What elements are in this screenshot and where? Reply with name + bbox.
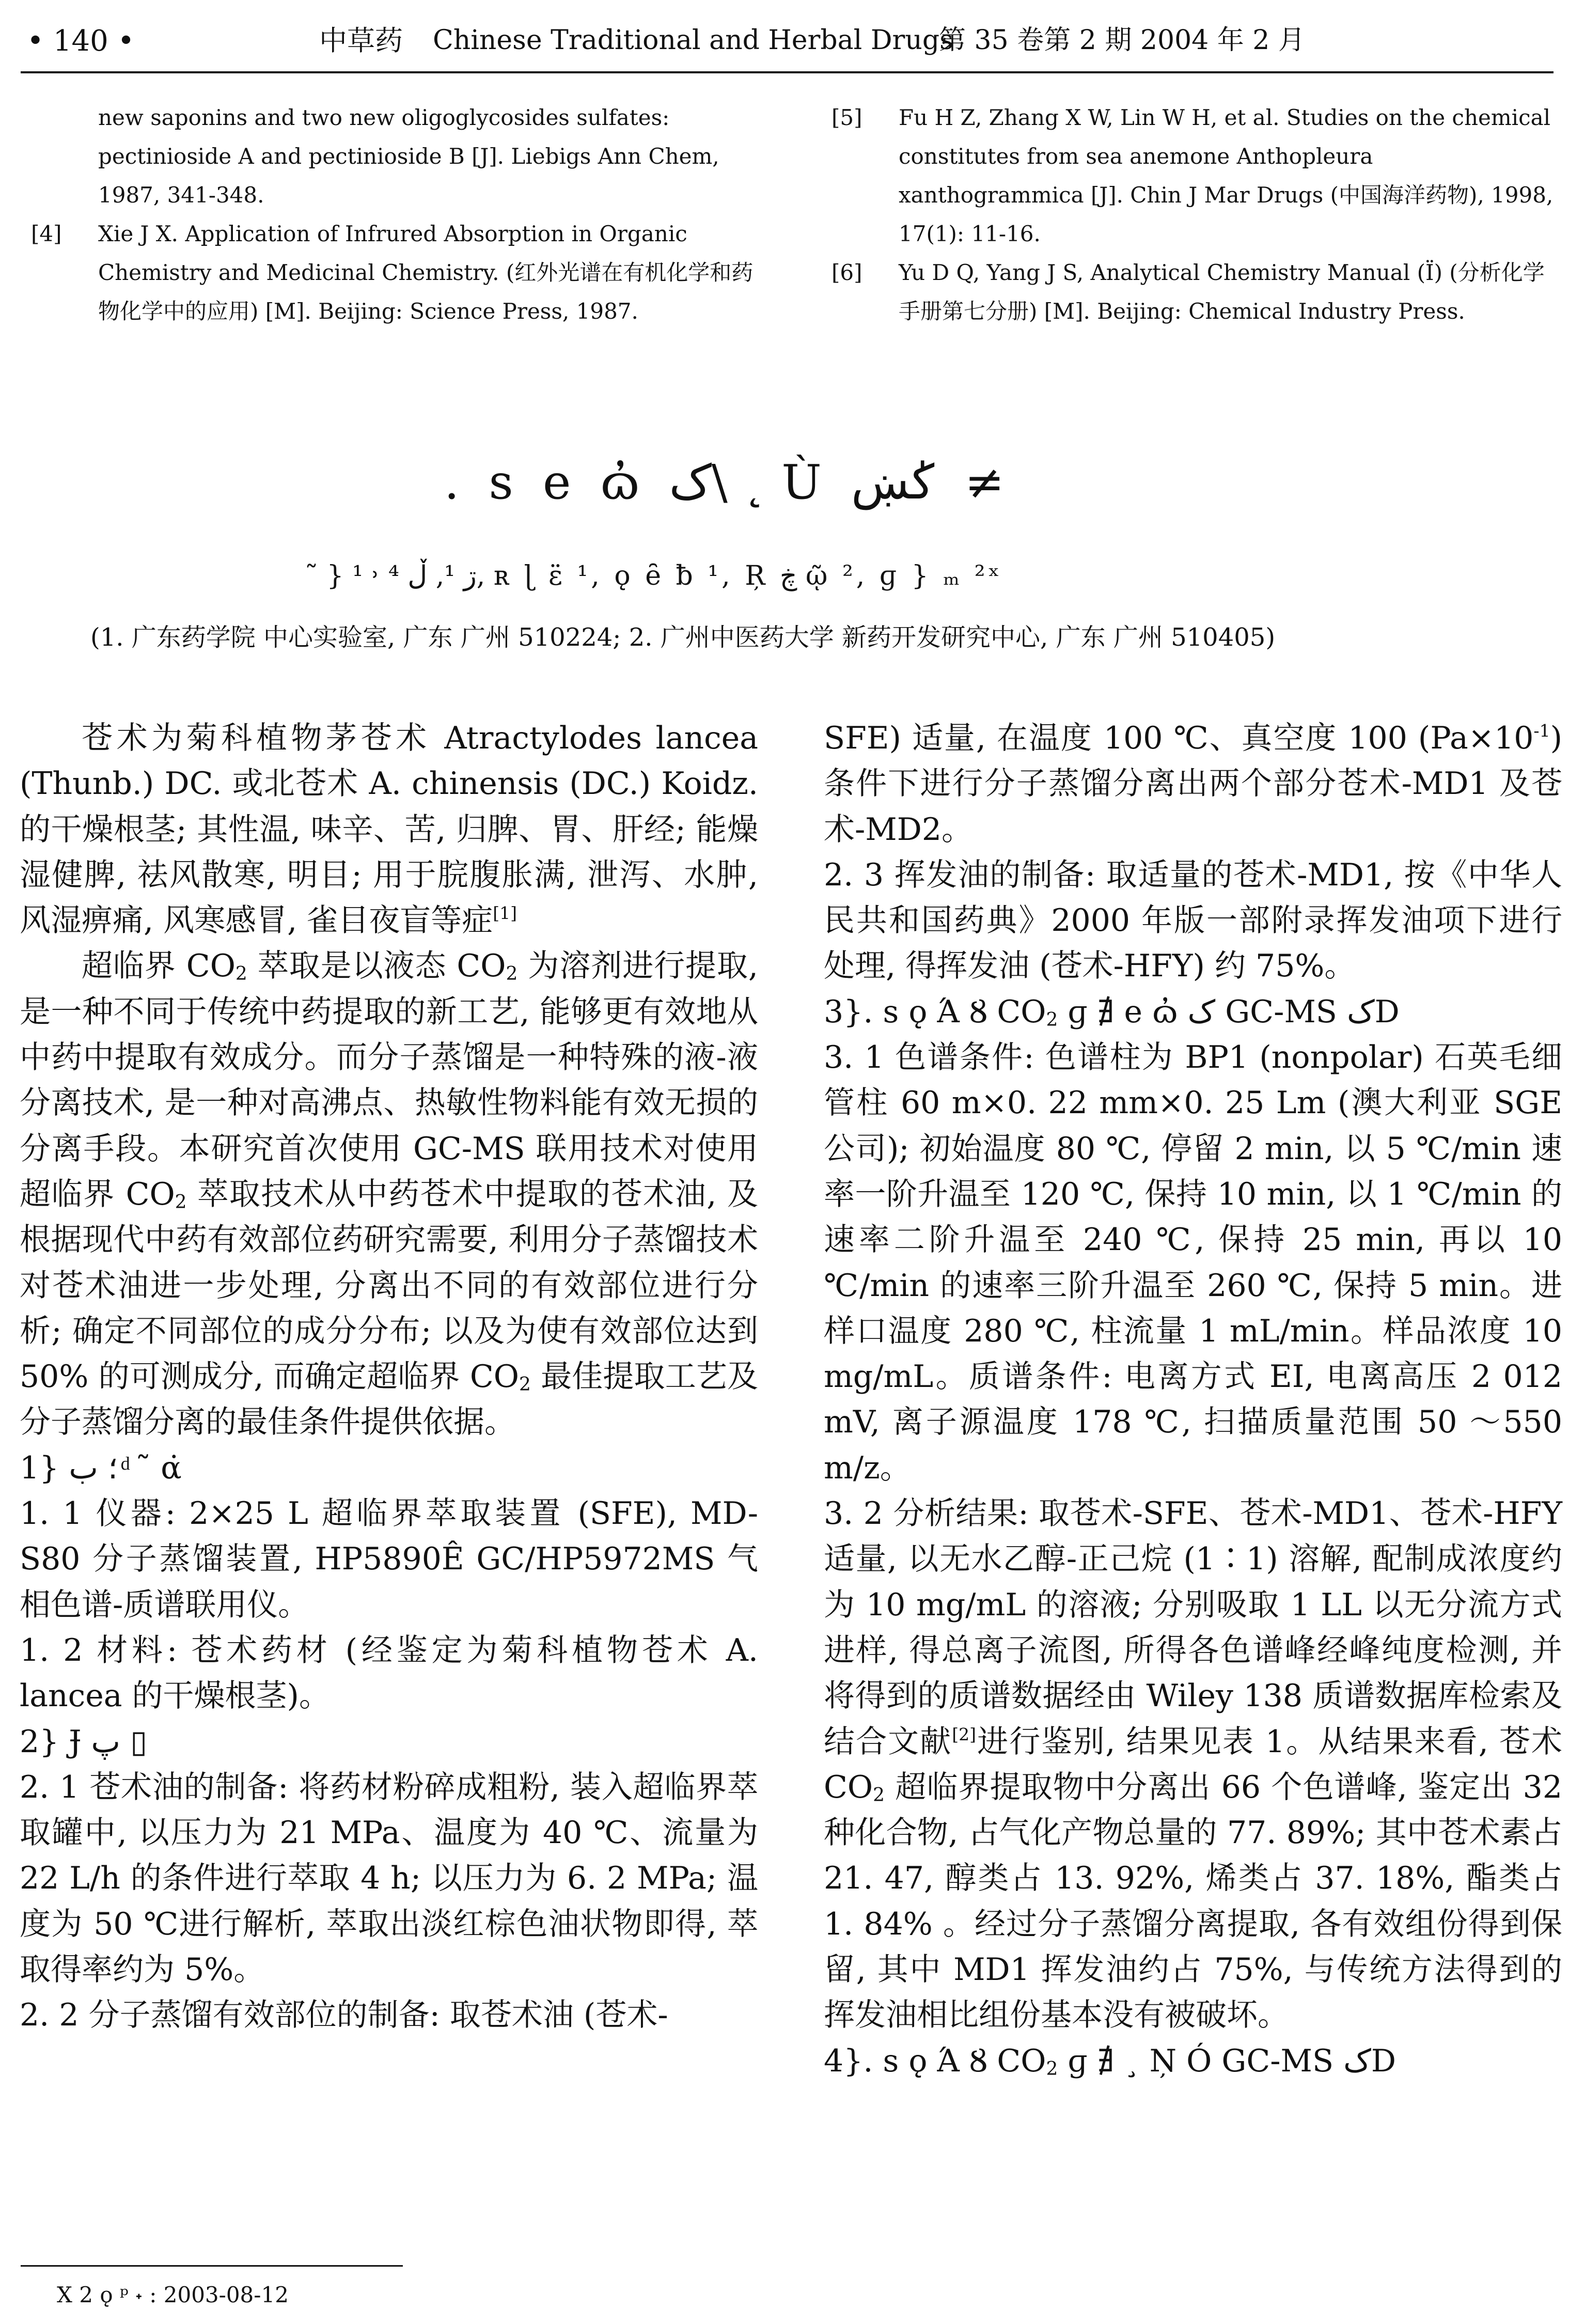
- footnote-rule: [21, 2265, 403, 2267]
- section-3-1: 3. 1 色谱条件: 色谱柱为 BP1 (nonpolar) 石英毛细管柱 60 m×0. 22 mm×0. 25 Lm (澳大利亚 SGE 公司); 初始温度 80 ℃, 停留 2 min, 以 5 ℃/min 速率一阶升温至 120 ℃, 保持 10 min, 以 1 ℃/min 的速率二阶升温至 240 ℃, 保持 25 min, 再以 10 ℃/min 的速率三阶升温至 260 ℃, 保持 5 min。进样口温度 280 ℃, 柱流量 1 mL/min。样品浓度 10 mg/mL。质谱条件: 电离方式 EI, 电离高压 2 012 mV, 离子源温度 178 ℃, 扫描质量范围 50 ～550 m/z。: [824, 1039, 1562, 1486]
- reference-4: [31, 214, 762, 331]
- affiliation: (1. 广东药学院 中心实验室, 广东 广州 510224; 2. 广州中医药大学 新药开发研究中心, 广东 广州 510405): [90, 623, 1276, 652]
- article-title: . s e ɷ̓ ک\ ˛ Ù کښ ̍ ≠: [444, 455, 1005, 510]
- citation: [1]: [493, 903, 517, 924]
- received-date-footnote: X 2 ǫ ᵖ ˖ : 2003-08-12: [57, 2282, 289, 2307]
- journal-name-cn: 中草药: [319, 24, 403, 57]
- section-3-2: 3. 2 分析结果: 取苍术-SFE、苍术-MD1、苍术-HFY 适量, 以无水乙醇-正己烷 (1∶1) 溶解, 配制成浓度约为 10 mg/mL 的溶液; 分别吸取 1 LL 以无分流方式进样, 得总离子流图, 所得各色谱峰经峰纯度检测, 并将得到的质谱数据经由 Wiley 138 质谱数据库检索及结合文献[2]进行鉴别, 结果见表 1。从结果来看, 苍术 $CO_2$ 超临界提取物中分离出 66 个色谱峰, 鉴定出 32 种化合物, 占气化产物总量的 77. 89%; 其中苍术素占 21. 47, 醇类占 13. 92%, 烯类占 37. 18%, 酯类占 1. 84% 。经过分子蒸馏分离提取, 各有效组份得到保留, 其中 MD1 挥发油约占 75%, 与传统方法得到的挥发油相比组份基本没有被破坏。: [824, 1495, 1563, 2034]
- reference-5: [831, 98, 1565, 253]
- reference-text: Yu D Q, Yang J S, Analytical Chemistry Manual (Ï) (分析化学手册第七分册) [M]. Beijing: Chemical Industry Press.: [899, 260, 1545, 324]
- reference-text: Fu H Z, Zhang X W, Lin W H, et al. Studies on the chemical constitutes from sea anemone Anthopleura xanthogrammica [J]. Chin J Mar Drugs (中国海洋药物), 1998, 17(1): 11-16.: [899, 105, 1554, 246]
- reference-number: [6]: [831, 260, 862, 285]
- section-2-2: 2. 2 分子蒸馏有效部位的制备: 取苍术油 (苍术-: [20, 1997, 668, 2034]
- section-2-1: 2. 1 苍术油的制备: 将药材粉碎成粗粉, 装入超临界萃取罐中, 以压力为 21 MPa、温度为 40 ℃、流量为 22 L/h 的条件进行萃取 4 h; 以压力为 6. 2 MPa; 温度为 50 ℃进行解析, 萃取出淡红棕色油状物即得, 萃取得率约为 5%。: [20, 1769, 758, 1988]
- section-2-3: 2. 3 挥发油的制备: 取适量的苍术-MD1, 按《中华人民共和国药典》2000 年版一部附录挥发油项下进行处理, 得挥发油 (苍术-HFY) 约 75%。: [824, 856, 1562, 985]
- author-list: ˜ } ڗ ¹, ڵ ⁴ ˒ ¹, ʀ ɭ ɛ̈ ¹, ǫ ȇ ƀ ¹, Ŗ ڿ ῷ ², ɡ } ₘ ²ˣ: [305, 560, 1003, 591]
- section-3-heading: 3}. s ǫ Ά Ȣ $CO_2$ ɡ ∄ e ɷ̓ ک GC-MS کD: [824, 993, 1400, 1031]
- issue-info: 第 35 卷第 2 期 2004 年 2 月: [939, 25, 1305, 56]
- section-2-2-continued: SFE) 适量, 在温度 100 ℃、真空度 100 $(Pa\times 10^{-1})$ 条件下进行分子蒸馏分离出两个部分苍术-MD1 及苍术-MD2。: [824, 720, 1562, 848]
- references-left: [31, 98, 762, 331]
- intro-paragraph-2: 超临界 $CO_2$ 萃取是以液态 $CO_2$ 为溶剂进行提取, 是一种不同于传统中药提取的新工艺, 能够更有效地从中药中提取有效成分。而分子蒸馏是一种特殊的液-液分离技术, 是一种对高沸点、热敏性物料能有效无损的分离手段。本研究首次使用 GC-MS 联用技术对使用超临界 $CO_2$ 萃取技术从中药苍术中提取的苍术油, 及根据现代中药有效部位药研究需要, 利用分子蒸馏技术对苍术油进一步处理, 分离出不同的有效部位进行分析; 确定不同部位的成分分布; 以及为使有效部位达到 50% 的可测成分, 而确定超临界 $CO_2$ 最佳提取工艺及分子蒸馏分离的最佳条件提供依据。: [20, 948, 759, 1441]
- intro-paragraph-1: 苍术为菊科植物茅苍术 Atractylodes lancea (Thunb.) DC. 或北苍术 A. chinensis (DC.) Koidz. 的干燥根茎; 其性温, 味辛、苦, 归脾、胃、肝经; 能燥湿健脾, 祛风散寒, 明目; 用于脘腹胀满, 泄泻、水肿, 风湿痹痛, 风寒感冒, 雀目夜盲等症[1]: [20, 720, 758, 939]
- reference-3-continued: new saponins and two new oligoglycosides sulfates: pectinioside A and pectinioside B [J]. Liebigs Ann Chem, 1987, 341-348.: [98, 105, 719, 208]
- page-number: • 140 •: [27, 24, 135, 58]
- reference-number: [5]: [831, 105, 862, 130]
- left-column: [20, 715, 758, 2038]
- right-column: [824, 715, 1562, 2084]
- section-1-1: 1. 1 仪器: 2×25 L 超临界萃取装置 (SFE), MD-S80 分子蒸馏装置, HP5890Ê GC/HP5972MS 气相色谱-质谱联用仪。: [20, 1495, 758, 1623]
- reference-text: Xie J X. Application of Infrured Absorption in Organic Chemistry and Medicinal Chemistry. (红外光谱在有机化学和药物化学中的应用) [M]. Beijing: Science Press, 1987.: [98, 221, 754, 324]
- references-right: [831, 98, 1565, 331]
- section-1-2: 1. 2 材料: 苍术药材 (经鉴定为菊科植物苍术 A. lancea 的干燥根茎)。: [20, 1632, 758, 1714]
- section-1-heading: 1} ؛ ب ͩ ˜ α̇: [20, 1449, 182, 1486]
- section-4-heading: 4}. s ǫ Ά Ȣ $CO_2$ ɡ ∄ ¸ Ņ Ó GC-MS کD: [824, 2042, 1396, 2080]
- citation: [2]: [952, 1724, 977, 1744]
- reference-6: [831, 253, 1565, 331]
- reference-number: [4]: [31, 221, 62, 246]
- section-2-heading: 2} Ɉ ﭖ ▯: [20, 1723, 148, 1760]
- header-rule: [21, 71, 1554, 73]
- journal-name-en: Chinese Traditional and Herbal Drugs: [433, 25, 953, 56]
